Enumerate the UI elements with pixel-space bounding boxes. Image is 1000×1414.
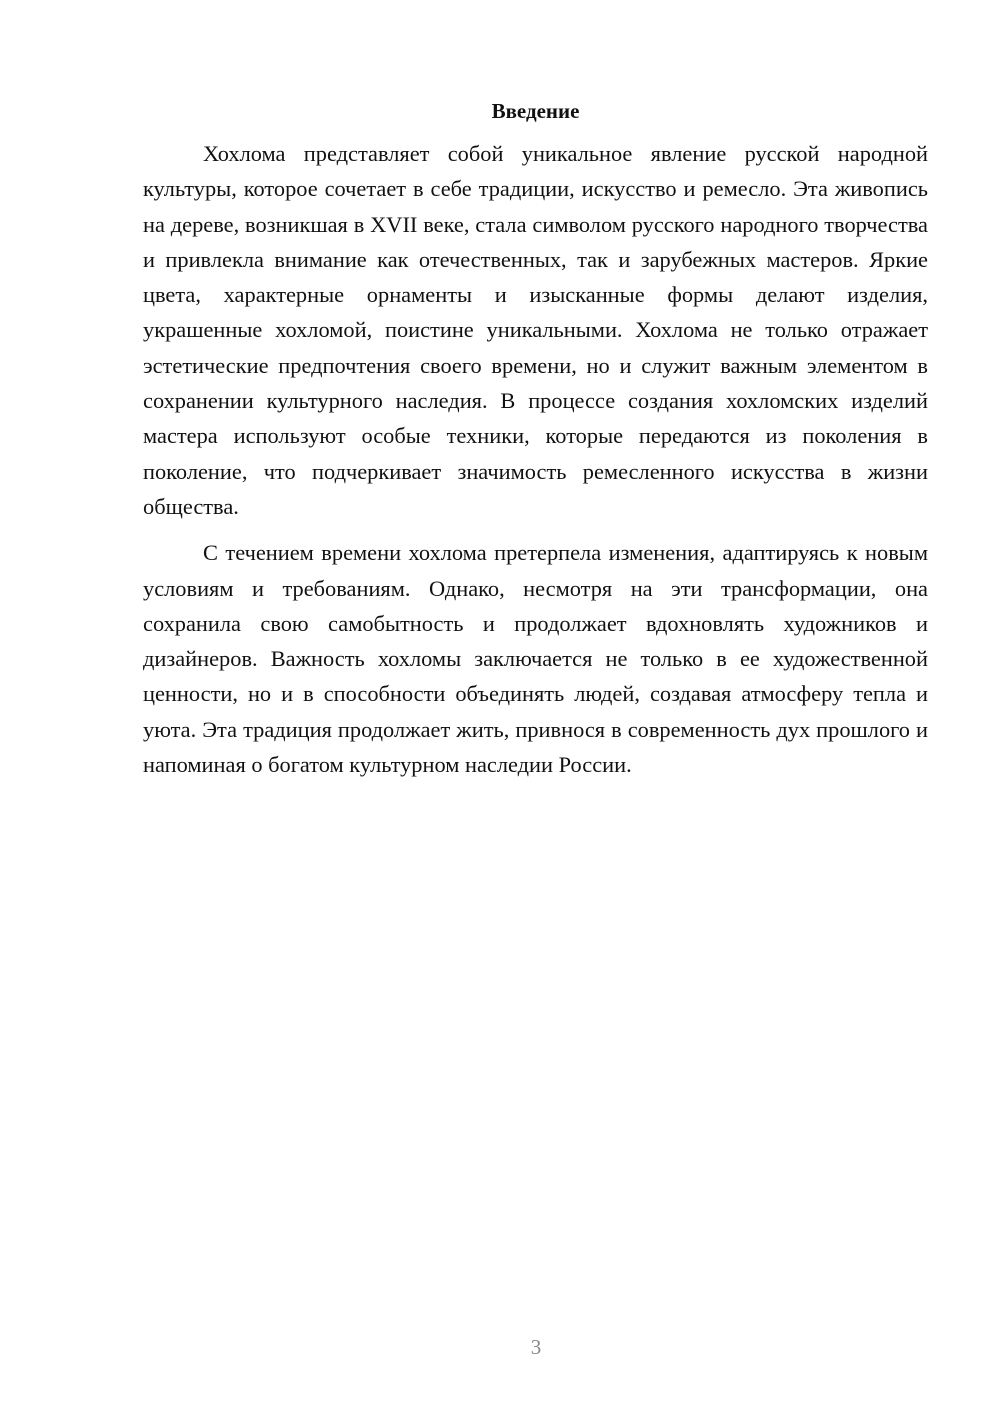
page-number: 3 [530,1335,542,1359]
page-content [143,94,928,782]
paragraph-1: Хохлома представляет собой уникальное явление русской народной культуры, которое сочетает в себе традиции, искусство и ремесло. Эта живопись на дереве, возникшая в XVII веке, стала символом русского народного творчества и привлекла внимание как отечественных, так и зарубежных мастеров. Яркие цвета, характерные орнаменты и изысканные формы делают изделия, украшенные хохломой, поистине уникальными. Хохлома не только отражает эстетические предпочтения своего времени, но и служит важным элементом в сохранении культурного наследия. В процессе создания хохломских изделий мастера используют особые техники, которые передаются из поколения в поколение, что подчеркивает значимость ремесленного искусства в жизни общества. [143,141,928,519]
paragraph-2: С течением времени хохлома претерпела изменения, адаптируясь к новым условиям и требованиям. Однако, несмотря на эти трансформации, она сохранила свою самобытность и продолжает вдохновлять художников и дизайнеров. Важность хохломы заключается не только в ее художественной ценности, но и в способности объединять людей, создавая атмосферу тепла и уюта. Эта традиция продолжает жить, привнося в современность дух прошлого и напоминая о богатом культурном наследии России. [143,540,928,778]
section-heading: Введение [491,99,580,123]
